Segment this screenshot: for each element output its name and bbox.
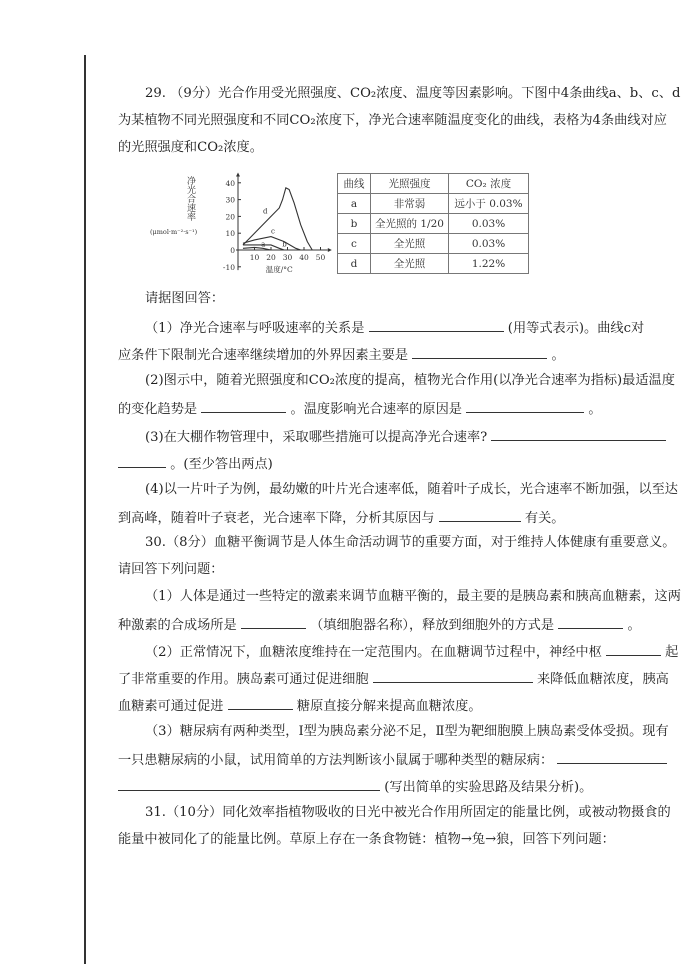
text-segment: 一只患糖尿病的小鼠，试用简单的方法判断该小鼠属于哪种类型的糖尿病：: [118, 753, 554, 768]
text-segment: 来降低血糖浓度，胰高: [536, 672, 669, 687]
text-segment: 30.（8分）血糖平衡调节是人体生命活动调节的重要方面，对于维持人体健康有重要意义。: [145, 535, 676, 550]
text-segment: 起: [665, 645, 679, 660]
answer-blank[interactable]: [369, 318, 504, 332]
text-line: [145, 642, 679, 662]
text-line: [145, 85, 681, 103]
text-segment: 。: [551, 348, 565, 363]
text-segment: 29. （9分）光合作用受光照强度、CO₂浓度、温度等因素影响。下图中4条曲线a、b、c、d: [145, 86, 681, 101]
text-segment: (3)在大棚作物管理中，采取哪些措施可以提高净光合速率?: [145, 430, 488, 445]
table-header-row: [338, 174, 529, 194]
answer-blank[interactable]: [241, 615, 306, 629]
text-segment: 请回答下列问题：: [118, 562, 224, 577]
table-cell: 1.22%: [449, 254, 529, 274]
answer-blank[interactable]: [557, 750, 667, 764]
table-header: 曲线: [338, 174, 371, 194]
answer-blank[interactable]: [606, 642, 661, 656]
answer-blank[interactable]: [118, 777, 380, 791]
table-cell: 0.03%: [449, 214, 529, 234]
y-tick-label: 20: [225, 212, 235, 222]
text-segment: (用等式表示)。曲线c对: [507, 321, 645, 336]
y-tick-label: 10: [225, 229, 235, 239]
text-line: [145, 723, 669, 741]
text-segment: 31.（10分）同化效率指植物吸收的日光中被光合作用所固定的能量比例，或被动物摄食的: [145, 805, 671, 820]
text-line: [118, 777, 630, 797]
text-segment: (写出简单的实验思路及结果分析)。: [384, 780, 593, 795]
text-segment: 到高峰，随着叶子衰老，光合速率下降，分析其原因与: [118, 511, 435, 526]
x-axis-label: 温度/°C: [265, 265, 293, 274]
text-segment: 种激素的合成场所是: [118, 618, 237, 633]
conditions-table: [337, 173, 529, 274]
x-tick-label: 10: [249, 253, 260, 262]
answer-blank[interactable]: [118, 454, 166, 468]
curve-label-c: c: [271, 227, 275, 236]
x-tick-label: 30: [282, 253, 293, 262]
photosynthesis-chart: [150, 170, 335, 282]
curve-label-a: a: [261, 240, 266, 249]
text-segment: 。(至少答出两点): [170, 457, 273, 472]
text-line: [118, 345, 630, 365]
text-line: [118, 139, 630, 157]
y-axis-arrow-icon: [236, 172, 240, 176]
text-segment: （3）糖尿病有两种类型，Ⅰ型为胰岛素分泌不足，Ⅱ型为靶细胞膜上胰岛素受体受损。现有: [145, 724, 669, 739]
y-tick-label: 40: [225, 178, 235, 188]
y-axis-unit: (μmol·m⁻²·s⁻¹): [150, 228, 198, 236]
answer-blank[interactable]: [439, 508, 521, 522]
text-segment: 。: [588, 402, 602, 417]
table-row: [338, 254, 529, 274]
answer-blank[interactable]: [201, 399, 286, 413]
text-segment: （填细胞器名称），释放到细胞外的方式是: [310, 618, 555, 633]
text-line: [118, 399, 630, 419]
curve-label-d: d: [263, 207, 268, 216]
text-segment: (2)图示中，随着光照强度和CO₂浓度的提高，植物光合作用(以净光合速率为指标)最适温度: [145, 373, 675, 388]
table-cell: 全光照: [371, 234, 449, 254]
text-line: [118, 561, 630, 579]
curve-label-b: b: [282, 240, 287, 249]
answer-blank[interactable]: [558, 615, 623, 629]
table-row: [338, 214, 529, 234]
table-cell: 全光照的 1/20: [371, 214, 449, 234]
text-line: [145, 318, 645, 338]
table-cell: a: [338, 194, 371, 214]
text-segment: 糖原直接分解来提高血糖浓度。: [296, 699, 482, 714]
text-segment: （1）人体是通过一些特定的激素来调节血糖平衡的，最主要的是胰岛素和胰高血糖素，这两: [145, 589, 681, 604]
y-tick-label: 30: [225, 195, 235, 205]
y-axis-label: 净光合速率: [185, 176, 195, 221]
table-header: CO₂ 浓度: [449, 174, 529, 194]
x-tick-label: 20: [266, 253, 276, 262]
text-line: [145, 427, 630, 447]
text-segment: 了非常重要的作用。胰岛素可通过促进细胞: [118, 672, 369, 687]
answer-blank[interactable]: [412, 345, 547, 359]
answer-blank[interactable]: [491, 427, 666, 441]
table-cell: 全光照: [371, 254, 449, 274]
text-segment: 。温度影响光合速率的原因是: [290, 402, 462, 417]
x-tick-label: 50: [315, 253, 326, 262]
text-line: [118, 112, 667, 130]
text-line: [145, 804, 671, 822]
table-cell: b: [338, 214, 371, 234]
answer-blank[interactable]: [373, 669, 533, 683]
text-segment: 为某植物不同光照强度和不同CO₂浓度下，净光合速率随温度变化的曲线，表格为4条曲线对应: [118, 113, 667, 128]
text-segment: 请据图回答：: [145, 291, 225, 306]
answer-blank[interactable]: [228, 696, 293, 710]
text-line: [118, 508, 630, 528]
text-line: [145, 534, 676, 552]
text-segment: 的光照强度和CO₂浓度。: [118, 140, 263, 155]
y-tick-label: -10: [222, 262, 235, 272]
text-segment: 应条件下限制光合速率继续增加的外界因素主要是: [118, 348, 409, 363]
text-segment: （2）正常情况下，血糖浓度维持在一定范围内。在血糖调节过程中，神经中枢: [145, 645, 602, 660]
text-line: [145, 372, 675, 390]
text-segment: 的变化趋势是: [118, 402, 198, 417]
text-line: [118, 615, 641, 635]
table-row: [338, 234, 529, 254]
text-segment: （1）净光合速率与呼吸速率的关系是: [145, 321, 365, 336]
table-cell: 远小于 0.03%: [449, 194, 529, 214]
table-cell: 非常弱: [371, 194, 449, 214]
text-line: [118, 750, 630, 770]
answer-blank[interactable]: [466, 399, 584, 413]
text-segment: 有关。: [524, 511, 565, 526]
text-line: [118, 669, 669, 689]
text-segment: 血糖素可通过促进: [118, 699, 224, 714]
x-axis-arrow-icon: [328, 248, 332, 252]
text-line: [145, 588, 681, 606]
x-tick-label: 40: [299, 253, 309, 262]
table-row: [338, 194, 529, 214]
text-line: [118, 696, 630, 716]
margin-line: [84, 55, 86, 964]
table-cell: c: [338, 234, 371, 254]
text-line: [118, 831, 630, 849]
origin-label: 0: [230, 246, 235, 255]
text-line: [145, 481, 678, 499]
text-segment: 。: [627, 618, 641, 633]
table-cell: d: [338, 254, 371, 274]
text-segment: (4)以一片叶子为例，最幼嫩的叶片光合速率低，随着叶子成长，光合速率不断加强，以至达: [145, 482, 678, 497]
text-line: [145, 290, 630, 308]
text-line: [118, 454, 630, 474]
table-cell: 0.03%: [449, 234, 529, 254]
table-header: 光照强度: [371, 174, 449, 194]
text-segment: 能量中被同化了的能量比例。草原上存在一条食物链：植物→兔→狼，回答下列问题：: [118, 832, 615, 847]
